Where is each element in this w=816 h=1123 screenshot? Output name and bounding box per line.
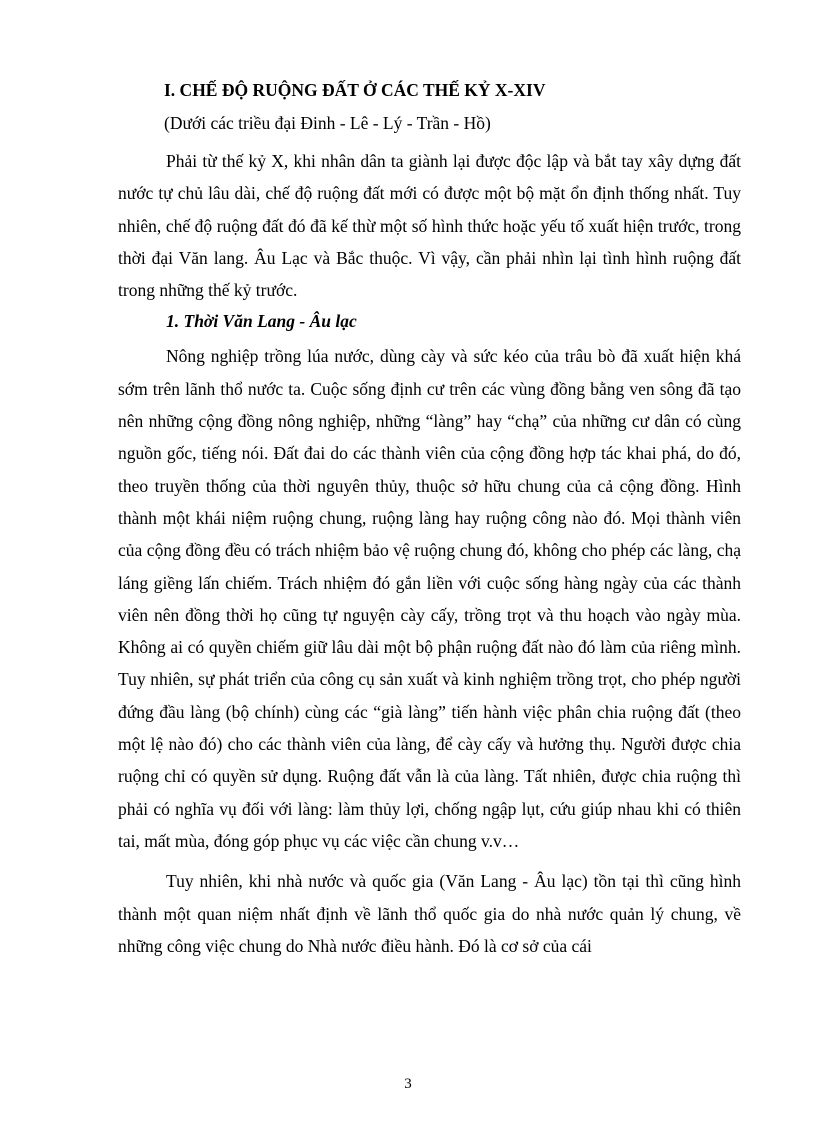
page-content — [118, 75, 741, 962]
intro-paragraph: Phải từ thế kỷ X, khi nhân dân ta giành lại được độc lập và bắt tay xây dựng đất nước tự chủ lâu dài, chế độ ruộng đất mới có được một bộ mặt ổn định thống nhất. Tuy nhiên, chế độ ruộng đất đó đã kế thừ một số hình thức hoặc yếu tố xuất hiện trước, trong thời đại Văn lang. Âu Lạc và Bắc thuộc. Vì vậy, cần phải nhìn lại tình hình ruộng đất trong những thế kỷ trước. — [118, 151, 741, 301]
section-paragraph-1: Nông nghiệp trồng lúa nước, dùng cày và sức kéo của trâu bò đã xuất hiện khá sớm trên lãnh thổ nước ta. Cuộc sống định cư trên các vùng đồng bằng ven sông đã tạo nên những cộng đồng nông nghiệp, những “làng” hay “chạ” của những cư dân có cùng nguồn gốc, tiếng nói. Đất đai do các thành viên của cộng đồng hợp tác khai phá, do đó, theo truyền thống của thời nguyên thủy, thuộc sở hữu chung của cả cộng đồng. Hình thành một khái niệm ruộng chung, ruộng làng hay ruộng công nào đó. Mọi thành viên của cộng đồng đều có trách nhiệm bảo vệ ruộng chung đó, không cho phép các làng, chạ láng giềng lấn chiếm. Trách nhiệm đó gắn liền với cuộc sống hàng ngày của các thành viên nên đồng thời họ cũng tự nguyện cày cấy, trồng trọt và thu hoạch vào ngày mùa. Không ai có quyền chiếm giữ lâu dài một bộ phận ruộng đất nào đó làm của riêng mình. Tuy nhiên, sự phát triển của công cụ sản xuất và kinh nghiệm trồng trọt, cho phép người đứng đầu làng (bộ chính) cùng các “già làng” tiến hành việc phân chia ruộng đất (theo một lệ nào đó) cho các thành viên của làng, để cày cấy và hưởng thụ. Người được chia ruộng chỉ có quyền sử dụng. Ruộng đất vẫn là của làng. Tất nhiên, được chia ruộng thì phải có nghĩa vụ đối với làng: làm thủy lợi, chống ngập lụt, cứu giúp nhau khi có thiên tai, mất mùa, đóng góp phục vụ các việc cần chung v.v… — [118, 346, 741, 851]
chapter-subheading: (Dưới các triều đại Đinh - Lê - Lý - Trần - Hồ) — [164, 113, 491, 133]
section-title: 1. Thời Văn Lang - Âu lạc — [166, 311, 357, 332]
chapter-heading: I. CHẾ ĐỘ RUỘNG ĐẤT Ở CÁC THẾ KỶ X-XIV — [164, 80, 546, 100]
section-paragraph-2: Tuy nhiên, khi nhà nước và quốc gia (Văn Lang - Âu lạc) tồn tại thì cũng hình thành một quan niệm nhất định về lãnh thổ quốc gia do nhà nước quản lý chung, về những công việc chung do Nhà nước điều hành. Đó là cơ sở của cái — [118, 871, 741, 956]
page-number: 3 — [404, 1076, 412, 1092]
